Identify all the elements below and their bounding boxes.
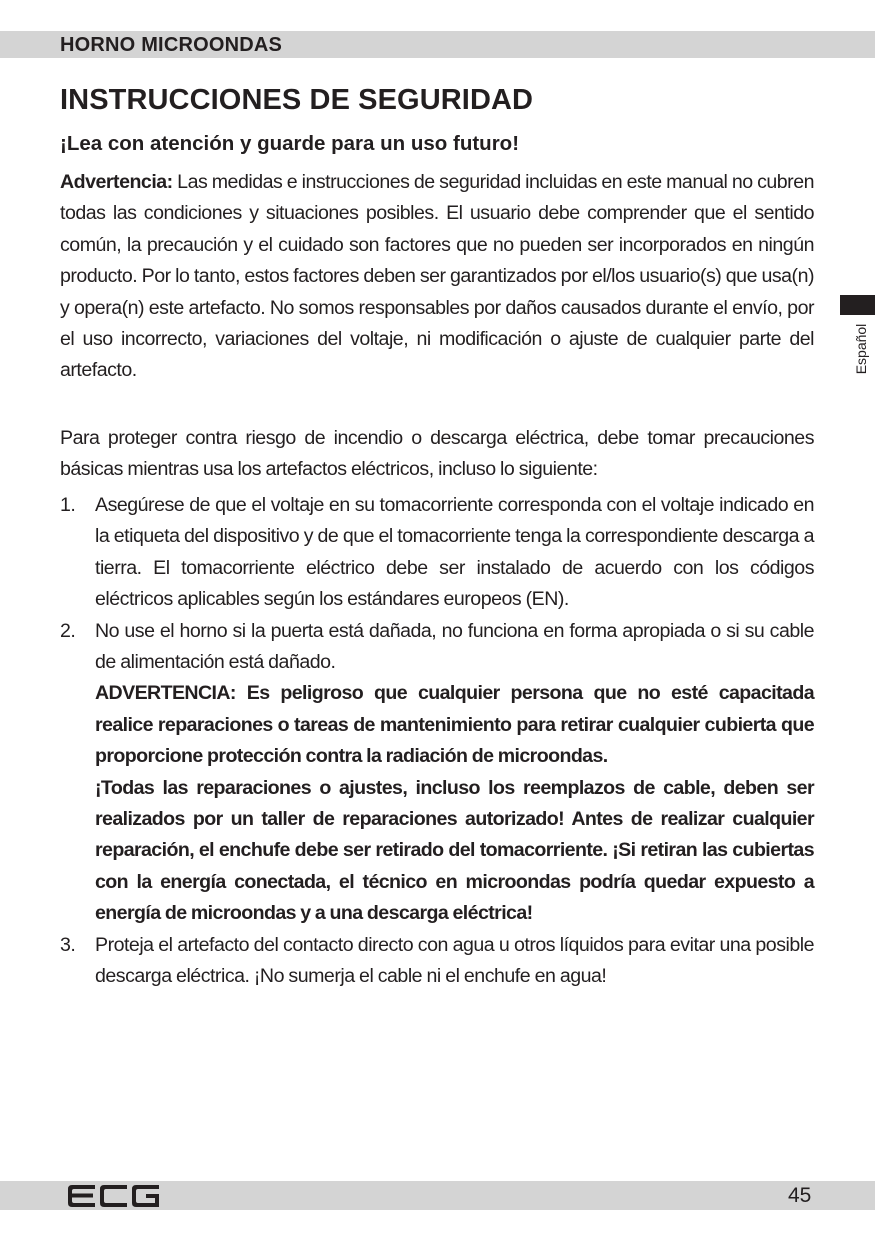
list-item: [60, 930, 814, 993]
language-tab: [840, 295, 875, 315]
language-label: [851, 321, 871, 381]
list-item-text: Asegúrese de que el voltaje en su tomacorriente corresponda con el voltaje indicado en la etiqueta del dispositivo y de que el tomacorriente tenga la correspondiente descarga a tierra. El tomacorriente eléctrico debe ser instalado de acuerdo con los códigos eléctricos aplicables según los estándares europeos (EN).: [95, 494, 814, 611]
list-item-warning: ADVERTENCIA: Es peligroso que cualquier persona que no esté capacitada realice reparaciones o tareas de mantenimiento para retirar cualquier cubierta que proporcione protección contra la radiación de microondas.: [95, 682, 814, 768]
ecg-logo-mark: [68, 1185, 160, 1207]
list-item: [60, 616, 814, 930]
safety-list: [60, 490, 814, 993]
ecg-logo: [68, 1185, 160, 1207]
warning-text: Las medidas e instrucciones de seguridad incluidas en este manual no cubren todas las condiciones y situaciones posibles. El usuario debe comprender que el sentido común, la precaución y el cuidado son factores que no pueden ser incorporados en ningún producto. Por lo tanto, estos factores deben ser garantizados por el/los usuario(s) que usa(n) y opera(n) este artefacto. No somos responsables por daños causados durante el envío, por el uso incorrecto, variaciones del voltaje, ni modificación o ajuste de cualquier parte del artefacto.: [60, 171, 814, 382]
page-subtitle: ¡Lea con atención y guarde para un uso futuro!: [60, 132, 520, 155]
page-title: INSTRUCCIONES DE SEGURIDAD: [60, 84, 534, 116]
list-item-warning: ¡Todas las reparaciones o ajustes, incluso los reemplazos de cable, deben ser realizados por un taller de reparaciones autorizado! Antes de realizar cualquier reparación, el enchufe debe ser retirado del tomacorriente. ¡Si retiran las cubiertas con la energía conectada, el técnico en microondas podría quedar expuesto a energía de microondas y a una descarga eléctrica!: [95, 776, 814, 925]
intro-paragraph: Para proteger contra riesgo de incendio o descarga eléctrica, debe tomar precauciones básicas mientras usa los artefactos eléctricos, incluso lo siguiente:: [60, 427, 814, 481]
list-item-text: Proteja el artefacto del contacto directo con agua u otros líquidos para evitar una posible descarga eléctrica. ¡No sumerja el cable ni el enchufe en agua!: [95, 933, 814, 988]
page-number: 45: [788, 1184, 812, 1207]
header-title: HORNO MICROONDAS: [60, 34, 283, 56]
list-item-number: 2.: [60, 619, 76, 642]
list-item: [60, 490, 814, 616]
warning-label: Advertencia:: [60, 171, 173, 193]
list-item-number: 3.: [60, 933, 76, 956]
language-label-text: Español: [853, 323, 869, 375]
warning-paragraph: [60, 167, 814, 387]
list-item-number: 1.: [60, 494, 76, 516]
list-item-text: No use el horno si la puerta está dañada, no funciona en forma apropiada o si su cable de alimentación está dañado.: [95, 619, 814, 674]
